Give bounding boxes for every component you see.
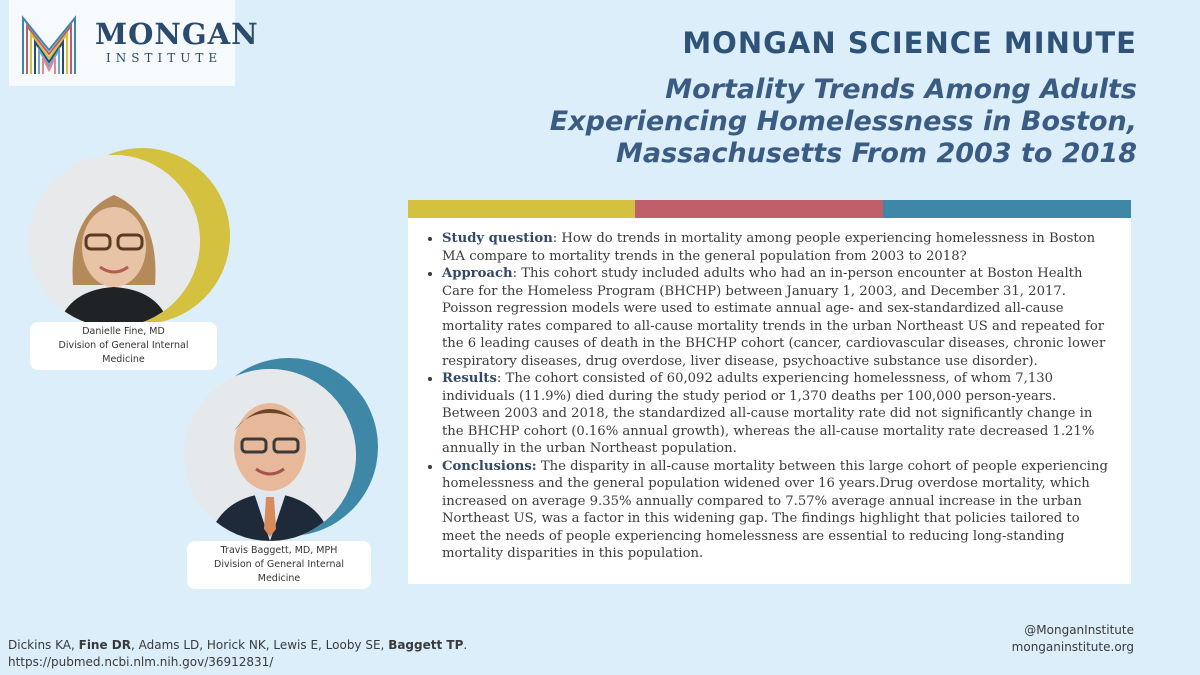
author-1-portrait-icon xyxy=(28,155,200,327)
summary-label: Results xyxy=(442,371,497,386)
footer-handles xyxy=(1012,622,1134,656)
citation-authors-a: Dickins KA, xyxy=(8,638,79,652)
color-bar-blue xyxy=(883,200,1131,218)
article-title: Mortality Trends Among Adults Experiencing Homelessness in Boston, Massachusetts From 2003 to 2018 xyxy=(549,74,1137,169)
citation-period: . xyxy=(463,638,468,652)
author-2-division: Division of General Internal Medicine xyxy=(214,559,344,584)
summary-text: The disparity in all-cause mortality between this large cohort of people experiencing homelessness and the general population widened over 16 years.Drug overdose mortality, which increased on average 9.35% annually compared to 7.57% average annual increase in the urban Northeast US, was a factor in this widening gap. The findings highlight that policies tailored to meet the needs of people experiencing homelessness are essential to reducing long-standing mortality disparities in this population. xyxy=(442,458,1108,561)
summary-label: Approach xyxy=(442,266,513,281)
summary-item-study-question xyxy=(442,230,1117,265)
website-link[interactable]: monganinstitute.org xyxy=(1011,640,1134,654)
summary-item-approach xyxy=(442,265,1117,370)
logo-name: MONGAN xyxy=(95,17,259,51)
citation-author-baggett: Baggett TP xyxy=(388,638,464,652)
social-handle[interactable]: @MonganInstitute xyxy=(1024,623,1134,637)
author-2-caption xyxy=(187,541,371,589)
citation-author-fine: Fine DR xyxy=(78,638,131,652)
color-bar-red xyxy=(635,200,883,218)
author-2-name: Travis Baggett, MD, MPH xyxy=(220,545,338,556)
summary-label: Conclusions: xyxy=(442,458,537,474)
author-1-name: Danielle Fine, MD xyxy=(82,326,165,337)
logo-subtitle: INSTITUTE xyxy=(106,51,223,65)
summary-item-conclusions xyxy=(442,458,1117,563)
author-1-caption xyxy=(30,322,217,370)
summary-item-results xyxy=(442,370,1117,458)
author-1-division: Division of General Internal Medicine xyxy=(58,340,189,365)
summary-text: : The cohort consisted of 60,092 adults experiencing homelessness, of whom 7,130 individuals (11.9%) died during the study period or 1,370 deaths per 100,000 person-years. Between 2003 and 2018, the standardized all-cause mortality rate did not significantly change in the BHCHP cohort (0.16% annual growth), whereas the all-cause mortality rate decreased 1.21% annually in the urban Northeast population. xyxy=(442,371,1095,456)
logo xyxy=(9,0,259,86)
summary-list xyxy=(422,230,1117,563)
mongan-m-logo-icon xyxy=(19,10,79,76)
author-2-portrait-icon xyxy=(184,369,356,541)
author-2-photo xyxy=(184,369,356,541)
color-bar xyxy=(408,200,1131,218)
summary-label: Study question xyxy=(442,231,553,246)
color-bar-yellow xyxy=(408,200,635,218)
summary-text: : This cohort study included adults who had an in-person encounter at Boston Health Care for the Homeless Program (BHCHP) between January 1, 2003, and December 31, 2017. Poisson regression models were used to estimate annual age- and sex-standardized all-cause mortality rates compared to all-cause mortality trends in the urban Northeast US and repeated for the 6 leading causes of death in the BHCHP cohort (cancer, cardiovascular diseases, chronic lower respiratory diseases, drug overdose, liver disease, psychoactive substance use disorder). xyxy=(442,266,1106,369)
series-title: MONGAN SCIENCE MINUTE xyxy=(682,26,1137,60)
author-1-photo xyxy=(28,155,200,327)
summary-panel xyxy=(408,218,1131,584)
summary-text: : How do trends in mortality among people experiencing homelessness in Boston MA compare to mortality trends in the general population from 2003 to 2018? xyxy=(442,231,1096,264)
citation-link[interactable]: https://pubmed.ncbi.nlm.nih.gov/36912831/ xyxy=(8,655,274,669)
citation-authors-b: , Adams LD, Horick NK, Lewis E, Looby SE, xyxy=(131,638,389,652)
citation xyxy=(8,637,467,671)
